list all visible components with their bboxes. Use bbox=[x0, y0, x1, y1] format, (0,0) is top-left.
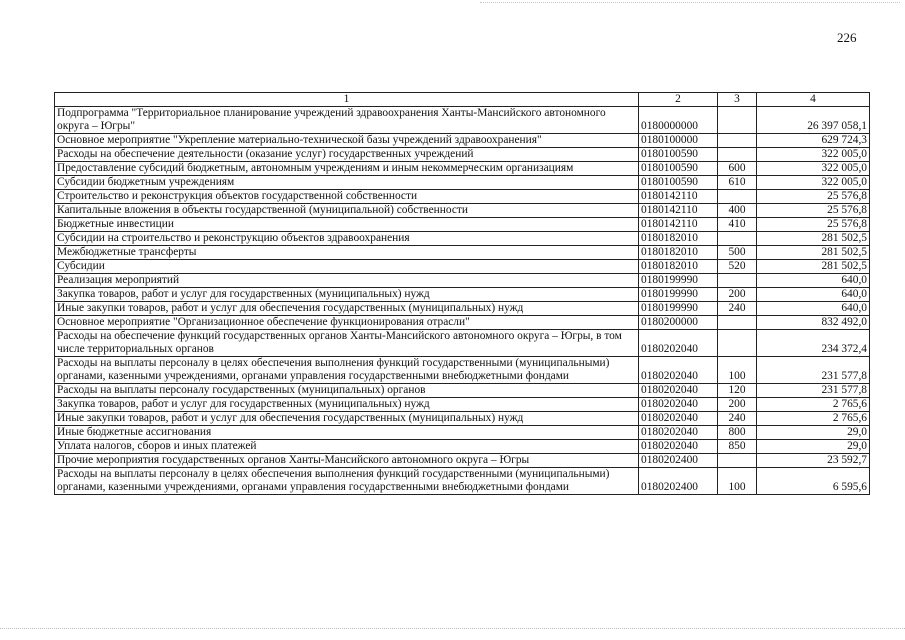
row-code-cell: 0180142110 bbox=[639, 190, 718, 204]
row-name-cell: Расходы на обеспечение деятельности (оказание услуг) государственных учреждений bbox=[55, 148, 639, 162]
row-code-cell: 0180200000 bbox=[639, 316, 718, 330]
row-type-cell: 200 bbox=[718, 288, 757, 302]
row-type-cell: 500 bbox=[718, 246, 757, 260]
table-row bbox=[55, 260, 870, 274]
row-name-cell: Подпрограмма "Территориальное планирование учреждений здравоохранения Ханты-Мансийского автономного округа – Югры" bbox=[55, 107, 639, 134]
row-name-cell: Бюджетные инвестиции bbox=[55, 218, 639, 232]
row-type-cell bbox=[718, 330, 757, 357]
table-header-row bbox=[55, 93, 870, 107]
row-code-cell: 0180199990 bbox=[639, 288, 718, 302]
row-amount-cell: 640,0 bbox=[757, 274, 870, 288]
row-amount-cell: 322 005,0 bbox=[757, 176, 870, 190]
row-type-cell: 600 bbox=[718, 162, 757, 176]
row-name-cell: Основное мероприятие "Организационное обеспечение функционирования отрасли" bbox=[55, 316, 639, 330]
row-amount-cell: 25 576,8 bbox=[757, 204, 870, 218]
row-name-cell: Расходы на выплаты персоналу в целях обеспечения выполнения функций государственными (муниципальными) органами, казенными учреждениями, органами управления государственными внебюджетными фондами bbox=[55, 468, 639, 495]
page-number: 226 bbox=[837, 30, 857, 45]
table-row bbox=[55, 190, 870, 204]
row-type-cell: 120 bbox=[718, 384, 757, 398]
row-name-cell: Иные закупки товаров, работ и услуг для обеспечения государственных (муниципальных) нужд bbox=[55, 302, 639, 316]
table-row bbox=[55, 148, 870, 162]
row-code-cell: 0180202040 bbox=[639, 440, 718, 454]
row-type-cell bbox=[718, 134, 757, 148]
row-code-cell: 0180202040 bbox=[639, 384, 718, 398]
row-type-cell: 400 bbox=[718, 204, 757, 218]
row-type-cell bbox=[718, 274, 757, 288]
row-type-cell: 100 bbox=[718, 468, 757, 495]
row-type-cell: 240 bbox=[718, 302, 757, 316]
row-code-cell: 0180000000 bbox=[639, 107, 718, 134]
row-code-cell: 0180100590 bbox=[639, 176, 718, 190]
row-code-cell: 0180202400 bbox=[639, 454, 718, 468]
row-code-cell: 0180202040 bbox=[639, 426, 718, 440]
row-amount-cell: 25 576,8 bbox=[757, 190, 870, 204]
row-code-cell: 0180202400 bbox=[639, 468, 718, 495]
row-name-cell: Капитальные вложения в объекты государственной (муниципальной) собственности bbox=[55, 204, 639, 218]
header-col-4: 4 bbox=[757, 93, 870, 107]
row-name-cell: Межбюджетные трансферты bbox=[55, 246, 639, 260]
row-amount-cell: 640,0 bbox=[757, 288, 870, 302]
row-name-cell: Предоставление субсидий бюджетным, автономным учреждениям и иным некоммерческим организациям bbox=[55, 162, 639, 176]
header-col-1: 1 bbox=[55, 93, 639, 107]
row-type-cell bbox=[718, 454, 757, 468]
row-amount-cell: 832 492,0 bbox=[757, 316, 870, 330]
row-code-cell: 0180142110 bbox=[639, 218, 718, 232]
row-name-cell: Субсидии бюджетным учреждениям bbox=[55, 176, 639, 190]
row-amount-cell: 2 765,6 bbox=[757, 412, 870, 426]
row-name-cell: Основное мероприятие "Укрепление материально-технической базы учреждений здравоохранения" bbox=[55, 134, 639, 148]
row-type-cell: 200 bbox=[718, 398, 757, 412]
header-col-3: 3 bbox=[718, 93, 757, 107]
row-amount-cell: 231 577,8 bbox=[757, 384, 870, 398]
table-row bbox=[55, 398, 870, 412]
row-code-cell: 0180182010 bbox=[639, 260, 718, 274]
row-amount-cell: 281 502,5 bbox=[757, 232, 870, 246]
row-code-cell: 0180182010 bbox=[639, 232, 718, 246]
table-row bbox=[55, 204, 870, 218]
row-amount-cell: 640,0 bbox=[757, 302, 870, 316]
row-type-cell bbox=[718, 107, 757, 134]
row-name-cell: Расходы на обеспечение функций государственных органов Ханты-Мансийского автономного округа – Югры, в том числе территориальных органов bbox=[55, 330, 639, 357]
table-row bbox=[55, 426, 870, 440]
row-code-cell: 0180202040 bbox=[639, 412, 718, 426]
table-row bbox=[55, 412, 870, 426]
row-amount-cell: 26 397 058,1 bbox=[757, 107, 870, 134]
row-amount-cell: 231 577,8 bbox=[757, 357, 870, 384]
row-amount-cell: 629 724,3 bbox=[757, 134, 870, 148]
row-code-cell: 0180100590 bbox=[639, 162, 718, 176]
scan-noise-top bbox=[480, 2, 900, 7]
row-amount-cell: 281 502,5 bbox=[757, 260, 870, 274]
table-row bbox=[55, 454, 870, 468]
row-name-cell: Иные бюджетные ассигнования bbox=[55, 426, 639, 440]
row-type-cell: 850 bbox=[718, 440, 757, 454]
row-type-cell: 610 bbox=[718, 176, 757, 190]
row-amount-cell: 281 502,5 bbox=[757, 246, 870, 260]
budget-table-body bbox=[55, 93, 870, 495]
row-code-cell: 0180199990 bbox=[639, 302, 718, 316]
row-amount-cell: 29,0 bbox=[757, 440, 870, 454]
table-row bbox=[55, 218, 870, 232]
row-name-cell: Строительство и реконструкция объектов государственной собственности bbox=[55, 190, 639, 204]
table-row bbox=[55, 357, 870, 384]
row-type-cell bbox=[718, 232, 757, 246]
row-name-cell: Расходы на выплаты персоналу государственных (муниципальных) органов bbox=[55, 384, 639, 398]
row-name-cell: Иные закупки товаров, работ и услуг для обеспечения государственных (муниципальных) нужд bbox=[55, 412, 639, 426]
row-code-cell: 0180182010 bbox=[639, 246, 718, 260]
table-row bbox=[55, 330, 870, 357]
header-col-2: 2 bbox=[639, 93, 718, 107]
row-code-cell: 0180100590 bbox=[639, 148, 718, 162]
table-row bbox=[55, 440, 870, 454]
budget-table bbox=[54, 92, 870, 495]
row-amount-cell: 29,0 bbox=[757, 426, 870, 440]
table-row bbox=[55, 288, 870, 302]
row-amount-cell: 322 005,0 bbox=[757, 162, 870, 176]
row-name-cell: Закупка товаров, работ и услуг для государственных (муниципальных) нужд bbox=[55, 398, 639, 412]
table-row bbox=[55, 384, 870, 398]
scan-noise-bottom bbox=[0, 628, 905, 633]
row-name-cell: Субсидии на строительство и реконструкцию объектов здравоохранения bbox=[55, 232, 639, 246]
row-type-cell: 800 bbox=[718, 426, 757, 440]
row-amount-cell: 2 765,6 bbox=[757, 398, 870, 412]
table-row bbox=[55, 107, 870, 134]
table-row bbox=[55, 162, 870, 176]
table-row bbox=[55, 246, 870, 260]
row-code-cell: 0180100000 bbox=[639, 134, 718, 148]
table-row bbox=[55, 468, 870, 495]
table-row bbox=[55, 232, 870, 246]
row-type-cell bbox=[718, 148, 757, 162]
row-code-cell: 0180202040 bbox=[639, 357, 718, 384]
row-name-cell: Субсидии bbox=[55, 260, 639, 274]
table-row bbox=[55, 302, 870, 316]
row-type-cell: 520 bbox=[718, 260, 757, 274]
row-code-cell: 0180202040 bbox=[639, 398, 718, 412]
row-type-cell bbox=[718, 316, 757, 330]
row-code-cell: 0180142110 bbox=[639, 204, 718, 218]
row-type-cell: 240 bbox=[718, 412, 757, 426]
row-amount-cell: 234 372,4 bbox=[757, 330, 870, 357]
row-type-cell: 100 bbox=[718, 357, 757, 384]
row-amount-cell: 25 576,8 bbox=[757, 218, 870, 232]
table-row bbox=[55, 134, 870, 148]
row-type-cell bbox=[718, 190, 757, 204]
table-row bbox=[55, 274, 870, 288]
row-type-cell: 410 bbox=[718, 218, 757, 232]
row-amount-cell: 23 592,7 bbox=[757, 454, 870, 468]
row-name-cell: Расходы на выплаты персоналу в целях обеспечения выполнения функций государственными (муниципальными) органами, казенными учреждениями, органами управления государственными внебюджетными фондами bbox=[55, 357, 639, 384]
table-row bbox=[55, 176, 870, 190]
row-amount-cell: 322 005,0 bbox=[757, 148, 870, 162]
row-name-cell: Прочие мероприятия государственных органов Ханты-Мансийского автономного округа – Югры bbox=[55, 454, 639, 468]
table-row bbox=[55, 316, 870, 330]
row-code-cell: 0180202040 bbox=[639, 330, 718, 357]
row-name-cell: Реализация мероприятий bbox=[55, 274, 639, 288]
row-name-cell: Закупка товаров, работ и услуг для государственных (муниципальных) нужд bbox=[55, 288, 639, 302]
row-amount-cell: 6 595,6 bbox=[757, 468, 870, 495]
row-code-cell: 0180199990 bbox=[639, 274, 718, 288]
row-name-cell: Уплата налогов, сборов и иных платежей bbox=[55, 440, 639, 454]
